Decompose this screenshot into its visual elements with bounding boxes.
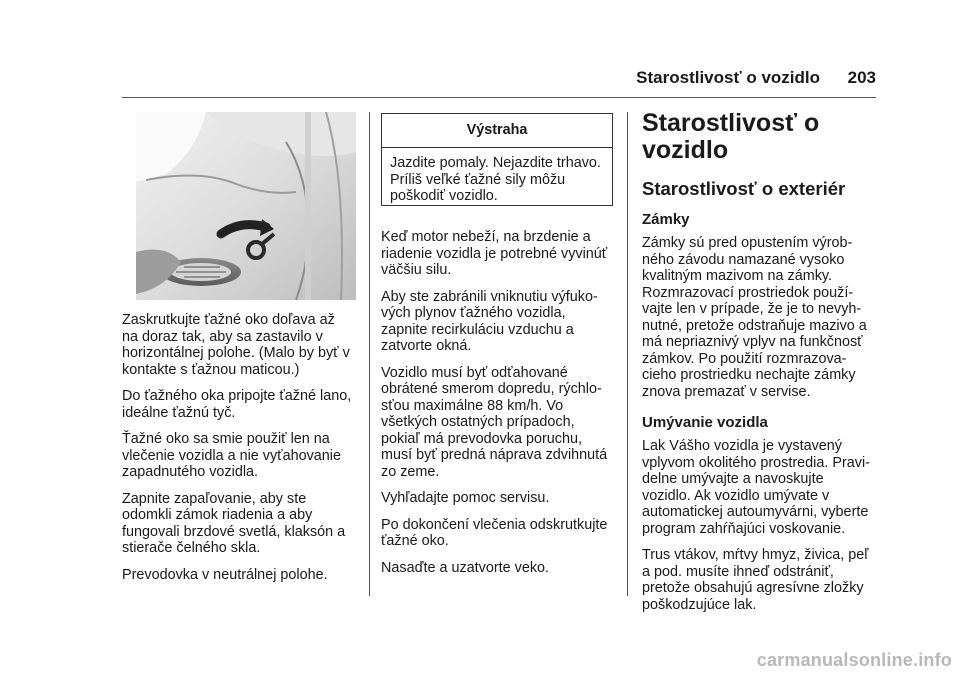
middle-column: [381, 229, 613, 586]
page-header-title: Starostlivosť o vozidlo: [636, 68, 820, 87]
paragraph: Aby ste zabránili vniknutiu výfuko- vých plynov ťažného vozidla, zapnite recirkuláciu vzduchu a zatvorte okná.: [381, 288, 598, 354]
column-divider-left: [369, 112, 370, 596]
tow-eye-figure: [136, 112, 356, 300]
subsection-heading: Starostlivosť o exteriér: [642, 178, 846, 199]
paragraph: Prevodovka v neutrálnej polohe.: [122, 566, 328, 583]
paragraph: Vyhľadajte pomoc servisu.: [381, 490, 550, 506]
tow-eye-illustration: [136, 112, 356, 300]
paragraph: Nasaďte a uzatvorte veko.: [381, 559, 550, 576]
washing-heading: Umývanie vozidla: [642, 414, 768, 431]
warning-text: Jazdite pomaly. Nejazdite trhavo. Príliš veľké ťažné sily môžu poškodiť vozidlo.: [390, 155, 601, 204]
paragraph: Vozidlo musí byť odťahované obrátené smerom dopredu, rýchlo- sťou maximálne 88 km/h. Vo všetkých ostatných prípadoch, pokiaľ má prevodovka poruchu, musí byť predná náprava zdvihnutá zo zeme.: [381, 364, 608, 480]
left-column: [122, 312, 358, 593]
locks-paragraph: Zámky sú pred opustením výrob- ného závodu namazané vysoko kvalitným mazivom na zámky. Rozmrazovací prostriedok použí- vajte len v prípade, že je to nevyh- nutné, pretože odstraňuje mazivo a má nepriaznivý vplyv na funkčnosť zámkov. Po použití rozmrazova- cieho prostriedku nechajte zámky znova premazať v servise.: [642, 235, 867, 400]
warning-title: Výstraha: [382, 114, 612, 148]
page-number: 203: [847, 68, 876, 87]
header-rule: [122, 97, 876, 98]
paragraph: Ťažné oko sa smie použiť len na vlečenie vozidla a nie vyťahovanie zapadnutého vozidla.: [122, 431, 341, 480]
column-divider-right: [627, 112, 628, 596]
paragraph: Zapnite zapaľovanie, aby ste odomkli zámok riadenia a aby fungovali brzdové svetlá, klaksón a stierače čelného skla.: [122, 490, 346, 556]
paragraph: Po dokončení vlečenia odskrutkujte ťažné oko.: [381, 516, 608, 549]
paragraph: Trus vtákov, mŕtvy hmyz, živica, peľ a pod. musíte ihneď odstrániť, pretože obsahujú agresívne zložky poškodzujúce lak.: [642, 547, 869, 613]
warning-box: [381, 113, 613, 206]
right-column: [642, 110, 878, 623]
paragraph: Zaskrutkujte ťažné oko doľava až na doraz tak, aby sa zastavilo v horizontálnej polohe. (Malo by byť v kontakte s ťažnou maticou.): [122, 312, 350, 378]
watermark: carmanualsonline.info: [756, 650, 952, 670]
paragraph: Lak Vášho vozidla je vystavený vplyvom okolitého prostredia. Pravi- delne umývajte a navoskujte vozidlo. Ak vozidlo umývate v automatickej autoumyvárni, vyberte program zahŕňajúci voskovanie.: [642, 438, 870, 537]
paragraph: Do ťažného oka pripojte ťažné lano, ideálne ťažnú tyč.: [122, 388, 352, 421]
paragraph: Keď motor nebeží, na brzdenie a riadenie vozidla je potrebné vyvinúť väčšiu silu.: [381, 229, 608, 278]
section-heading: Starostlivosť o vozidlo: [642, 109, 820, 164]
locks-heading: Zámky: [642, 211, 690, 228]
